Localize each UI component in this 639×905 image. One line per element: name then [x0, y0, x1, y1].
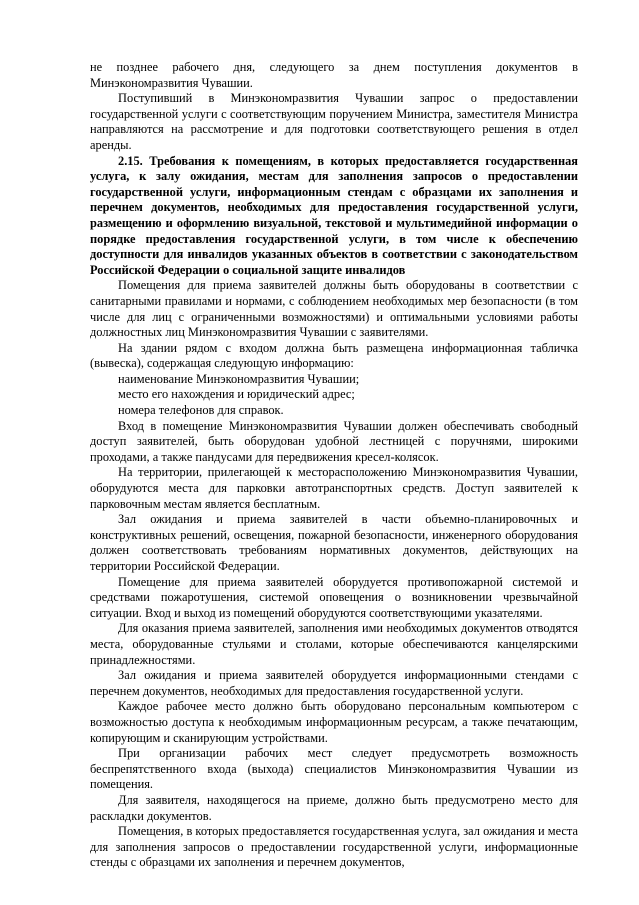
- list-item: место его нахождения и юридический адрес;: [118, 387, 355, 402]
- paragraph-workstation: Каждое рабочее место должно быть оборудовано персональным компьютером с возможностью доступа к необходимым информационным ресурсам, а также печатающим, копирующим и сканирующим устройствами.: [90, 699, 578, 745]
- paragraph-premises-continued: Помещения, в которых предоставляется государственная услуга, зал ожидания и места для заполнения запросов о предоставлении государственной услуги, информационные стенды с образцами их заполнения и перечнем документов,: [90, 824, 578, 870]
- paragraph-premises-requirements: Помещения для приема заявителей должны быть оборудованы в соответствии с санитарными правилами и нормами, с соблюдением необходимых мер безопасности (в том числе для лиц с ограниченными возможностями) и оптимальными условиями работы должностных лиц Минэкономразвития Чувашии с заявителями.: [90, 278, 578, 340]
- paragraph-waiting-hall: Зал ожидания и приема заявителей в части объемно-планировочных и конструктивных решений, освещения, пожарной безопасности, инженерного оборудования должен соответствовать требованиям нормативных документов, действующих на территории Российской Федерации.: [90, 512, 578, 573]
- paragraph-entrance: Вход в помещение Минэкономразвития Чувашии должен обеспечивать свободный доступ заявителей, быть оборудован удобной лестницей с поручнями, широкими проходами, а также пандусами для передвижения кресел-колясок.: [90, 418, 578, 464]
- paragraph-continuation: не позднее рабочего дня, следующего за днем поступления документов в Минэкономразвития Чувашии.: [90, 60, 578, 90]
- paragraph-info-sign: На здании рядом с входом должна быть размещена информационная табличка (вывеска), содержащая следующую информацию:: [90, 340, 578, 371]
- section-heading-2-15: 2.15. Требования к помещениям, в которых предоставляется государственная услуга, к залу ожидания, местам для заполнения запросов о предоставлении государственной услуги, информационным стендам с образцами их заполнения и перечнем документов, необходимых для предоставления государственной услуги, размещению и оформлению визуальной, текстовой и мультимедийной информации о порядке предоставления государственной услуги, в том числе к обеспечению доступности для инвалидов указанных объектов в соответствии с законодательством Российской Федерации о социальной защите инвалидов: [90, 153, 578, 277]
- paragraph-workplaces: При организации рабочих мест следует предусмотреть возможность беспрепятственного входа (выхода) специалистов Минэкономразвития Чувашии из помещения.: [90, 746, 578, 792]
- paragraph-fire-safety: Помещение для приема заявителей оборудуется противопожарной системой и средствами пожаротушения, системой оповещения о возникновении чрезвычайной ситуации. Вход и выход из помещений оборудуются соответствующими указателями.: [90, 574, 578, 620]
- paragraph-reception-places: Для оказания приема заявителей, заполнения ими необходимых документов отводятся места, оборудованные стульями и столами, которые обеспечиваются канцелярскими принадлежностями.: [90, 621, 578, 667]
- list-item: номера телефонов для справок.: [118, 403, 284, 418]
- list-item: наименование Минэкономразвития Чувашии;: [118, 371, 360, 386]
- paragraph-request-received: Поступивший в Минэкономразвития Чувашии запрос о предоставлении государственной услуги с соответствующим поручением Министра, заместителя Министра направляются на рассмотрение и для подготовки соответствующего решения в отдел аренды.: [90, 91, 578, 152]
- paragraph-document-space: Для заявителя, находящегося на приеме, должно быть предусмотрено место для раскладки документов.: [90, 792, 578, 823]
- paragraph-parking: На территории, прилегающей к месторасположению Минэкономразвития Чувашии, оборудуются места для парковки автотранспортных средств. Доступ заявителей к парковочным местам является бесплатным.: [90, 465, 578, 511]
- paragraph-info-stands: Зал ожидания и приема заявителей оборудуется информационными стендами с перечнем документов, необходимых для предоставления государственной услуги.: [90, 668, 578, 698]
